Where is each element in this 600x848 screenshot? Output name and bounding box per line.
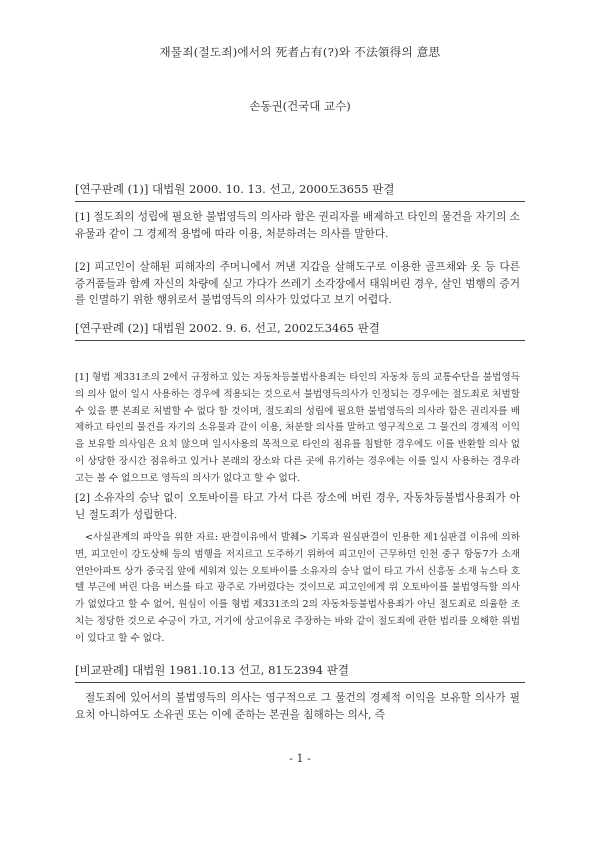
case2-heading: [연구판례 (2)] 대법원 2002. 9. 6. 선고, 2002도3465 판결 (75, 321, 380, 335)
case2-divider (75, 340, 525, 341)
document-author: 손동권(건국대 교수) (249, 99, 351, 113)
document-title: 재물죄(절도죄)에서의 死者占有(?)와 不法領得의 意思 (159, 45, 441, 59)
case1-holding-1: [1] 절도죄의 성립에 필요한 불법영득의 의사라 함은 권리자를 배제하고 타인의 물건을 자기의 소유물과 같이 그 경제적 용법에 따라 이용, 처분하려는 의사를 말한다. (75, 211, 520, 240)
page-number: - 1 - (289, 752, 311, 765)
comparison-paragraph: 절도죄에 있어서의 불법영득의 의사는 영구적으로 그 물건의 경제적 이익을 보유할 의사가 필요치 아니하여도 소유권 또는 이에 준하는 본권을 침해하는 의사, 즉 (75, 692, 520, 721)
case1-divider (75, 201, 525, 202)
case2-facts: <사실관계의 파악을 위한 자료: 판결이유에서 발췌> 기록과 원심판결이 인용한 제1심판결 이유에 의하면, 피고인이 강도상해 등의 범행을 저지르고 도주하기 위하여 피고인이 근무하던 인천 중구 항동7가 소재 연안아파트 상가 중국집 앞에 세워져 있는 오토바이를 소유자의 승낙 없이 타고 가서 신흥동 소재 뉴스타 호텔 부근에 버린 다음 버스를 타고 광주로 가버렸다는 것이므로 피고인에게 위 오토바이를 불법영득할 의사가 없었다고 할 수 없어, 원심이 이를 형법 제331조의 2의 자동차등불법사용죄가 아닌 절도죄로 의율한 조치는 정당한 것으로 수긍이 가고, 거기에 상고이유로 주장하는 바와 같이 절도죄에 관한 법리를 오해한 위법이 있다고 할 수 없다. (75, 532, 520, 644)
case1-heading: [연구판례 (1)] 대법원 2000. 10. 13. 선고, 2000도3655 판결 (75, 182, 395, 196)
case2-holding-1: [1] 형법 제331조의 2에서 규정하고 있는 자동차등불법사용죄는 타인의 자동차 등의 교통수단을 불법영득의 의사 없이 일시 사용하는 경우에 적용되는 것으로서 불법영득의사가 인정되는 경우에는 절도죄로 처벌할 수 있을 뿐 본죄로 처벌할 수 없다 할 것이며, 절도죄의 성립에 필요한 불법영득의 의사라 함은 권리자를 배제하고 타인의 물건을 자기의 소유물과 같이 이용, 처분할 의사를 말하고 영구적으로 그 물건의 경제적 이익을 보유할 의사임은 요치 않으며 일시사용의 목적으로 타인의 점유를 침탈한 경우에도 이를 반환할 의사 없이 상당한 장시간 점유하고 있거나 본래의 장소와 다른 곳에 유기하는 경우에는 이를 일시 사용하는 경우라고는 볼 수 없으므로 영득의 의사가 없다고 할 수 없다. (75, 372, 520, 484)
comparison-heading: [비교판례] 대법원 1981.10.13 선고, 81도2394 판결 (75, 663, 349, 677)
case2-holding-2: [2] 소유자의 승낙 없이 오토바이를 타고 가서 다른 장소에 버린 경우, 자동차등불법사용죄가 아닌 절도죄가 성립한다. (75, 492, 520, 521)
case1-holding-2: [2] 피고인이 살해된 피해자의 주머니에서 꺼낸 지갑을 살해도구로 이용한 골프채와 옷 등 다른 증거품들과 함께 자신의 차량에 싣고 가다가 쓰레기 소각장에서 태워버린 경우, 살인 범행의 증거를 인멸하기 위한 행위로서 불법영득의 의사가 있었다고 보기 어렵다. (75, 261, 520, 307)
comparison-divider (75, 682, 525, 683)
